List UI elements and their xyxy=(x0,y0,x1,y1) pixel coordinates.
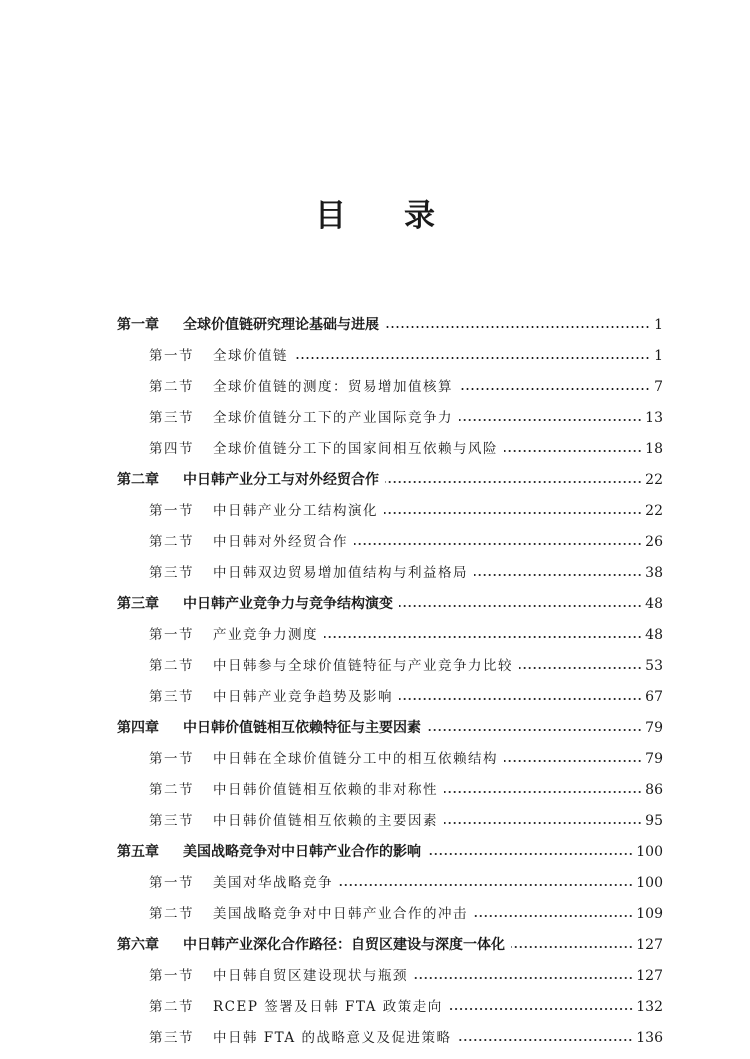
toc-section-entry[interactable] xyxy=(149,651,663,681)
page-number: 48 xyxy=(645,627,663,643)
toc-section-entry[interactable] xyxy=(149,341,663,371)
section-title: 全球价值链的测度：贸易增加值核算 xyxy=(213,379,453,395)
page-number: 86 xyxy=(645,782,663,798)
section-number: 第一节 xyxy=(149,968,194,984)
section-number: 第一节 xyxy=(149,348,194,364)
section-number: 第三节 xyxy=(149,689,194,705)
section-number: 第四节 xyxy=(149,441,194,457)
chapter-title: 中日韩产业竞争力与竞争结构演变 xyxy=(183,596,393,612)
chapter-number: 第三章 xyxy=(117,596,159,612)
section-number: 第一节 xyxy=(149,627,194,643)
toc-section-entry[interactable] xyxy=(149,372,663,402)
dot-leader xyxy=(384,512,642,514)
dot-leader xyxy=(504,760,642,762)
page-title-char-1: 目 xyxy=(315,198,346,234)
toc-section-entry[interactable] xyxy=(149,868,663,898)
page-number: 100 xyxy=(636,844,663,860)
section-title: 中日韩对外经贸合作 xyxy=(213,534,348,550)
dot-leader xyxy=(294,357,650,359)
dot-leader xyxy=(519,667,642,669)
page-number: 1 xyxy=(654,317,663,333)
chapter-title: 美国战略竞争对中日韩产业合作的影响 xyxy=(183,844,421,860)
chapter-number: 第四章 xyxy=(117,720,159,736)
dot-leader xyxy=(324,636,642,638)
section-title: 中日韩在全球价值链分工中的相互依赖结构 xyxy=(213,751,498,767)
dot-leader xyxy=(449,1008,634,1010)
dot-leader xyxy=(385,481,642,483)
toc-section-entry[interactable] xyxy=(149,775,663,805)
section-title: 中日韩 FTA 的战略意义及促进策略 xyxy=(213,1030,452,1046)
section-number: 第三节 xyxy=(149,1030,194,1046)
page-number: 18 xyxy=(645,441,663,457)
page-number: 38 xyxy=(645,565,663,581)
page-number: 48 xyxy=(645,596,663,612)
page-number: 67 xyxy=(645,689,663,705)
dot-leader xyxy=(339,884,633,886)
section-title: 中日韩价值链相互依赖的非对称性 xyxy=(213,782,438,798)
page-number: 132 xyxy=(636,999,663,1015)
section-number: 第一节 xyxy=(149,875,194,891)
page-number: 100 xyxy=(636,875,663,891)
page-number: 1 xyxy=(654,348,663,364)
section-number: 第二节 xyxy=(149,782,194,798)
toc-chapter-entry[interactable] xyxy=(117,837,663,867)
page-number: 136 xyxy=(636,1030,663,1046)
dot-leader xyxy=(459,388,650,390)
chapter-title: 中日韩价值链相互依赖特征与主要因素 xyxy=(183,720,421,736)
page-number: 7 xyxy=(654,379,663,395)
dot-leader xyxy=(385,326,650,328)
page-title-char-2: 录 xyxy=(404,198,435,234)
page-number: 79 xyxy=(645,751,663,767)
dot-leader xyxy=(427,853,633,855)
section-number: 第二节 xyxy=(149,534,194,550)
toc-section-entry[interactable] xyxy=(149,403,663,433)
toc-chapter-entry[interactable] xyxy=(117,589,663,619)
section-number: 第二节 xyxy=(149,999,194,1015)
page-number: 127 xyxy=(636,968,663,984)
dot-leader xyxy=(399,698,642,700)
page-number: 95 xyxy=(645,813,663,829)
chapter-number: 第二章 xyxy=(117,472,159,488)
toc-section-entry[interactable] xyxy=(149,744,663,774)
toc-section-entry[interactable] xyxy=(149,961,663,991)
chapter-title: 全球价值链研究理论基础与进展 xyxy=(183,317,379,333)
toc-section-entry[interactable] xyxy=(149,496,663,526)
section-title: 全球价值链分工下的产业国际竞争力 xyxy=(213,410,453,426)
dot-leader xyxy=(511,946,633,948)
toc-section-entry[interactable] xyxy=(149,682,663,712)
chapter-number: 第五章 xyxy=(117,844,159,860)
toc-section-entry[interactable] xyxy=(149,558,663,588)
section-title: 美国战略竞争对中日韩产业合作的冲击 xyxy=(213,906,468,922)
toc-section-entry[interactable] xyxy=(149,806,663,836)
toc-section-entry[interactable] xyxy=(149,434,663,464)
section-number: 第一节 xyxy=(149,503,194,519)
section-title: 中日韩自贸区建设现状与瓶颈 xyxy=(213,968,408,984)
dot-leader xyxy=(474,915,633,917)
section-number: 第二节 xyxy=(149,906,194,922)
section-title: 产业竞争力测度 xyxy=(213,627,318,643)
section-number: 第二节 xyxy=(149,379,194,395)
toc-section-entry[interactable] xyxy=(149,899,663,929)
dot-leader xyxy=(414,977,633,979)
section-number: 第二节 xyxy=(149,658,194,674)
section-title: 中日韩产业分工结构演化 xyxy=(213,503,378,519)
page-number: 53 xyxy=(645,658,663,674)
toc-chapter-entry[interactable] xyxy=(117,465,663,495)
toc-chapter-entry[interactable] xyxy=(117,713,663,743)
dot-leader xyxy=(474,574,642,576)
chapter-number: 第一章 xyxy=(117,317,159,333)
dot-leader xyxy=(444,791,642,793)
dot-leader xyxy=(427,729,642,731)
toc-chapter-entry[interactable] xyxy=(117,310,663,340)
toc-section-entry[interactable] xyxy=(149,1023,663,1053)
page-number: 79 xyxy=(645,720,663,736)
section-title: 全球价值链分工下的国家间相互依赖与风险 xyxy=(213,441,498,457)
page-number: 26 xyxy=(645,534,663,550)
section-title: 中日韩参与全球价值链特征与产业竞争力比较 xyxy=(213,658,513,674)
dot-leader xyxy=(399,605,642,607)
section-number: 第一节 xyxy=(149,751,194,767)
section-title: 中日韩产业竞争趋势及影响 xyxy=(213,689,393,705)
section-number: 第三节 xyxy=(149,565,194,581)
chapter-title: 中日韩产业深化合作路径：自贸区建设与深度一体化 xyxy=(183,937,505,953)
dot-leader xyxy=(459,419,642,421)
dot-leader xyxy=(444,822,642,824)
section-title: 中日韩价值链相互依赖的主要因素 xyxy=(213,813,438,829)
toc-section-entry[interactable] xyxy=(149,527,663,557)
section-title: 美国对华战略竞争 xyxy=(213,875,333,891)
section-number: 第三节 xyxy=(149,410,194,426)
toc-chapter-entry[interactable] xyxy=(117,930,663,960)
page-number: 109 xyxy=(636,906,663,922)
page-number: 22 xyxy=(645,503,663,519)
toc-section-entry[interactable] xyxy=(149,620,663,650)
page-number: 13 xyxy=(645,410,663,426)
chapter-title: 中日韩产业分工与对外经贸合作 xyxy=(183,472,379,488)
page-number: 127 xyxy=(636,937,663,953)
dot-leader xyxy=(354,543,642,545)
page-title xyxy=(0,190,750,235)
section-number: 第三节 xyxy=(149,813,194,829)
section-title: 全球价值链 xyxy=(213,348,288,364)
section-title: 中日韩双边贸易增加值结构与利益格局 xyxy=(213,565,468,581)
dot-leader xyxy=(457,1039,633,1041)
toc-section-entry[interactable] xyxy=(149,992,663,1022)
dot-leader xyxy=(504,450,642,452)
section-title: RCEP 签署及日韩 FTA 政策走向 xyxy=(213,999,443,1015)
page-number: 22 xyxy=(645,472,663,488)
chapter-number: 第六章 xyxy=(117,937,159,953)
